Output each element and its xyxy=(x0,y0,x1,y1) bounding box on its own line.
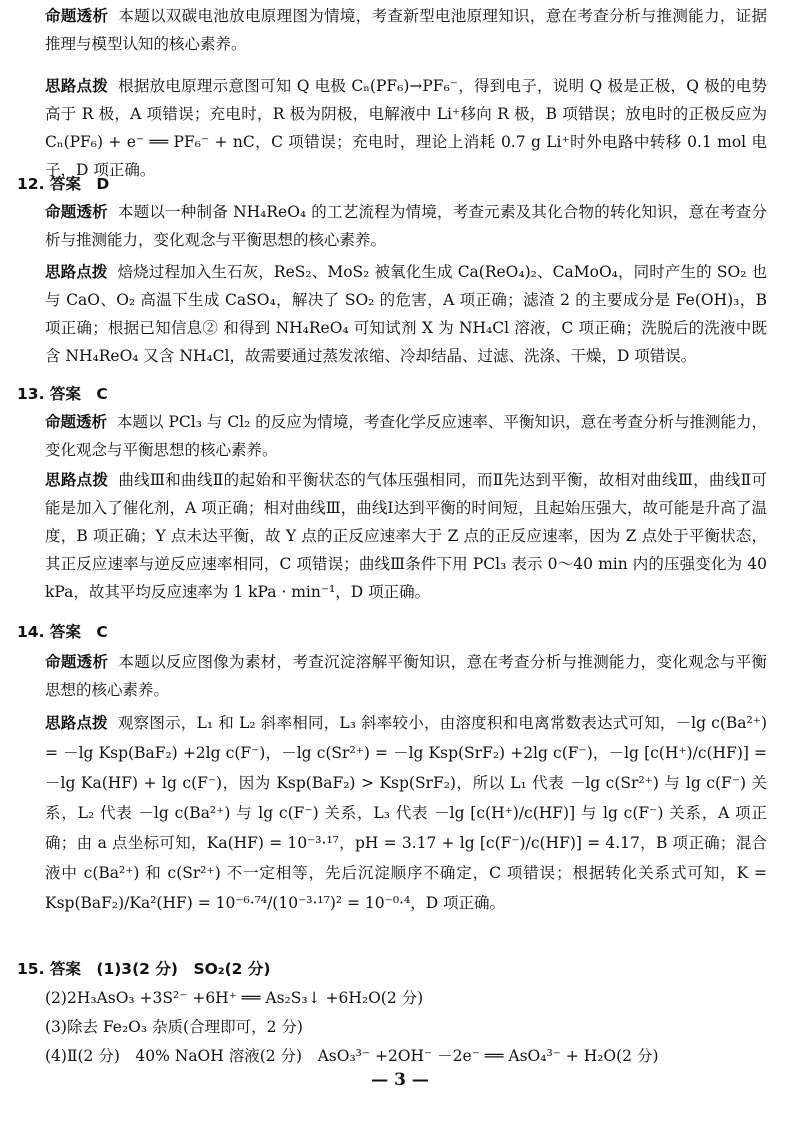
q14-analysis xyxy=(45,648,767,704)
q11-analysis-text: 本题以双碳电池放电原理图为情境，考查新型电池原理知识，意在考查分析与推测能力，证据推理与模型认知的核心素养。 xyxy=(45,7,767,53)
q11-analysis-label: 命题透析 xyxy=(45,7,109,25)
q13-analysis-text: 本题以 PCl₃ 与 Cl₂ 的反应为情境，考查化学反应速率、平衡知识，意在考查分析与推测能力，变化观念与平衡思想的核心素养。 xyxy=(45,413,767,459)
q11-tips xyxy=(45,72,767,184)
q13-analysis xyxy=(45,408,767,464)
q14-analysis-text: 本题以反应图像为素材，考查沉淀溶解平衡知识，意在考查分析与推测能力，变化观念与平衡思想的核心素养。 xyxy=(45,653,767,699)
q14-analysis-label: 命题透析 xyxy=(45,653,109,671)
q12-analysis xyxy=(45,198,767,254)
q14-answer-heading: 14. 答案 C xyxy=(17,623,108,641)
q15-answer-3: (3)除去 Fe₂O₃ 杂质(合理即可，2 分) xyxy=(45,1018,303,1036)
q11-tips-text: 根据放电原理示意图可知 Q 电极 Cₙ(PF₆)→PF₆⁻，得到电子，说明 Q 极是正极，Q 极的电势高于 R 极，A 项错误；充电时，R 极为阴极，电解液中 Li⁺移向 R 极，B 项错误；放电时的正极反应为 Cₙ(PF₆) + e⁻ ══ PF₆⁻ + nC，C 项错误；充电时，理论上消耗 0.7 g Li⁺时外电路中转移 0.1 mol 电子，D 项正确。 xyxy=(45,77,767,179)
page-number: — 3 — xyxy=(371,1070,429,1090)
q12-tips-label: 思路点拨 xyxy=(45,263,108,281)
q12-analysis-text: 本题以一种制备 NH₄ReO₄ 的工艺流程为情境，考查元素及其化合物的转化知识，意在考查分析与推测能力，变化观念与平衡思想的核心素养。 xyxy=(45,203,767,249)
q11-tips-label: 思路点拨 xyxy=(45,77,109,95)
q14-tips-label: 思路点拨 xyxy=(45,714,108,732)
q14-tips xyxy=(45,708,767,918)
q12-answer-heading: 12. 答案 D xyxy=(17,175,110,193)
q12-analysis-label: 命题透析 xyxy=(45,203,108,221)
q13-answer-heading: 13. 答案 C xyxy=(17,385,108,403)
q13-tips-label: 思路点拨 xyxy=(45,471,109,489)
q12-tips-text: 焙烧过程加入生石灰，ReS₂、MoS₂ 被氧化生成 Ca(ReO₄)₂、CaMoO₄，同时产生的 SO₂ 也与 CaO、O₂ 高温下生成 CaSO₄，解决了 SO₂ 的危害，A 项正确；滤渣 2 的主要成分是 Fe(OH)₃，B 项正确；根据已知信息② 和得到 NH₄ReO₄ 可知试剂 X 为 NH₄Cl 溶液，C 项正确；洗脱后的洗液中既含 NH₄ReO₄ 又含 NH₄Cl，故需要通过蒸发浓缩、冷却结晶、过滤、洗涤、干燥，D 项错误。 xyxy=(45,263,767,365)
q15-answer-2: (2)2H₃AsO₃ +3S²⁻ +6H⁺ ══ As₂S₃↓ +6H₂O(2 分) xyxy=(45,989,424,1007)
q14-tips-text: 观察图示，L₁ 和 L₂ 斜率相同，L₃ 斜率较小，由溶度积和电离常数表达式可知，－lg c(Ba²⁺) = －lg Ksp(BaF₂) +2lg c(F⁻)，－lg c(Sr²⁺) = －lg Ksp(SrF₂) +2lg c(F⁻)，－lg [c(H⁺)/c(HF)] = －lg Ka(HF) + lg c(F⁻)，因为 Ksp(BaF₂) > Ksp(SrF₂)，所以 L₁ 代表 －lg c(Sr²⁺) 与 lg c(F⁻) 关系，L₂ 代表 －lg c(Ba²⁺) 与 lg c(F⁻) 关系，L₃ 代表 －lg [c(H⁺)/c(HF)] 与 lg c(F⁻) 关系，A 项正确；由 a 点坐标可知，Ka(HF) = 10⁻³·¹⁷，pH = 3.17 + lg [c(F⁻)/c(HF)] = 4.17，B 项正确；混合液中 c(Ba²⁺) 和 c(Sr²⁺) 不一定相等，先后沉淀顺序不确定，C 项错误；根据转化关系式可知，K = Ksp(BaF₂)/Ka²(HF) = 10⁻⁶·⁷⁴/(10⁻³·¹⁷)² = 10⁻⁰·⁴，D 项正确。 xyxy=(45,714,768,912)
q12-tips xyxy=(45,258,767,370)
q13-tips-text: 曲线Ⅲ和曲线Ⅱ的起始和平衡状态的气体压强相同，而Ⅱ先达到平衡，故相对曲线Ⅲ，曲线Ⅱ可能是加入了催化剂，A 项正确；相对曲线Ⅲ，曲线Ⅰ达到平衡的时间短，且起始压强大，故可能是升高了温度，B 项正确；Y 点未达平衡，故 Y 点的正反应速率大于 Z 点的正反应速率，因为 Z 点处于平衡状态，其正反应速率与逆反应速率相同，C 项错误；曲线Ⅲ条件下用 PCl₃ 表示 0～40 min 内的压强变化为 40 kPa，故其平均反应速率为 1 kPa · min⁻¹，D 项正确。 xyxy=(45,471,767,601)
q13-tips xyxy=(45,466,767,606)
q13-analysis-label: 命题透析 xyxy=(45,413,108,431)
q11-analysis xyxy=(45,2,767,58)
q15-answer-heading: 15. 答案 (1)3(2 分) SO₂(2 分) xyxy=(17,960,271,978)
q15-answer-4: (4)Ⅱ(2 分) 40% NaOH 溶液(2 分) AsO₃³⁻ +2OH⁻ －2e⁻ ══ AsO₄³⁻ + H₂O(2 分) xyxy=(45,1047,659,1065)
